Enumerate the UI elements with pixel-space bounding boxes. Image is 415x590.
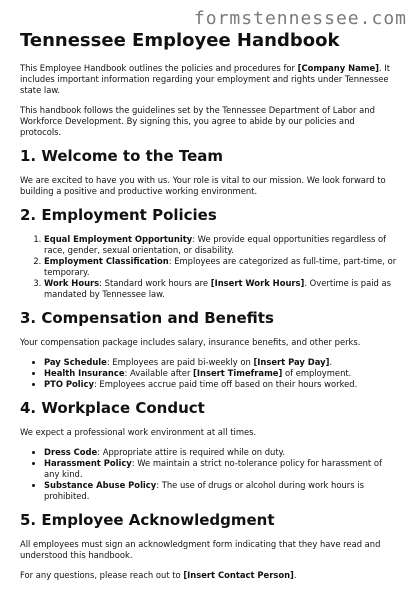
welcome-text: We are excited to have you with us. Your role is vital to our mission. We look forward to building a positive and productive working environment. (20, 175, 386, 196)
company-name-placeholder: [Company Name] (297, 63, 379, 73)
conduct-list (20, 447, 398, 502)
document-title: Tennessee Employee Handbook (20, 30, 340, 51)
list-item: • Pay Schedule: Employees are paid bi-weekly on [Insert Pay Day]. (44, 357, 398, 368)
section-heading-conduct: 4. Workplace Conduct (20, 399, 205, 417)
list-item: 2. Employment Classification: Employees are categorized as full-time, part-time, or temporary. (44, 256, 398, 278)
site-watermark: formstennessee.com (193, 8, 407, 29)
acknowledgment-text: All employees must sign an acknowledgment form indicating that they have read and understood this handbook. (20, 539, 381, 560)
compensation-list (20, 357, 398, 390)
intro-paragraph-2: This handbook follows the guidelines set by the Tennessee Department of Labor and Workforce Development. By signing this, you agree to abide by our policies and protocols. (20, 105, 375, 137)
list-item: 3. Work Hours: Standard work hours are [Insert Work Hours]. Overtime is paid as mandated by Tennessee law. (44, 278, 398, 300)
list-item: 1. Equal Employment Opportunity: We provide equal opportunities regardless of race, gender, sexual orientation, or disability. (44, 234, 398, 256)
section-heading-welcome: 1. Welcome to the Team (20, 147, 224, 165)
section-heading-policies: 2. Employment Policies (20, 206, 217, 224)
document-page (20, 26, 398, 590)
list-item: • Dress Code: Appropriate attire is required while on duty. (44, 447, 398, 458)
list-item: • Harassment Policy: We maintain a strict no-tolerance policy for harassment of any kind. (44, 458, 398, 480)
contact-person-placeholder: [Insert Contact Person] (183, 570, 294, 580)
section-heading-acknowledgment: 5. Employee Acknowledgment (20, 511, 275, 529)
intro-paragraph-1: This Employee Handbook outlines the policies and procedures for [Company Name]. It includes important information regarding your employment and rights under Tennessee state law. (20, 63, 391, 95)
list-item: • PTO Policy: Employees accrue paid time off based on their hours worked. (44, 379, 398, 390)
contact-paragraph: For any questions, please reach out to [Insert Contact Person]. (20, 570, 297, 580)
section-heading-compensation: 3. Compensation and Benefits (20, 309, 274, 327)
policies-list (20, 234, 398, 300)
compensation-text: Your compensation package includes salary, insurance benefits, and other perks. (20, 337, 361, 347)
conduct-text: We expect a professional work environment at all times. (20, 427, 257, 437)
list-item: • Health Insurance: Available after [Insert Timeframe] of employment. (44, 368, 398, 379)
list-item: • Substance Abuse Policy: The use of drugs or alcohol during work hours is prohibited. (44, 480, 398, 502)
